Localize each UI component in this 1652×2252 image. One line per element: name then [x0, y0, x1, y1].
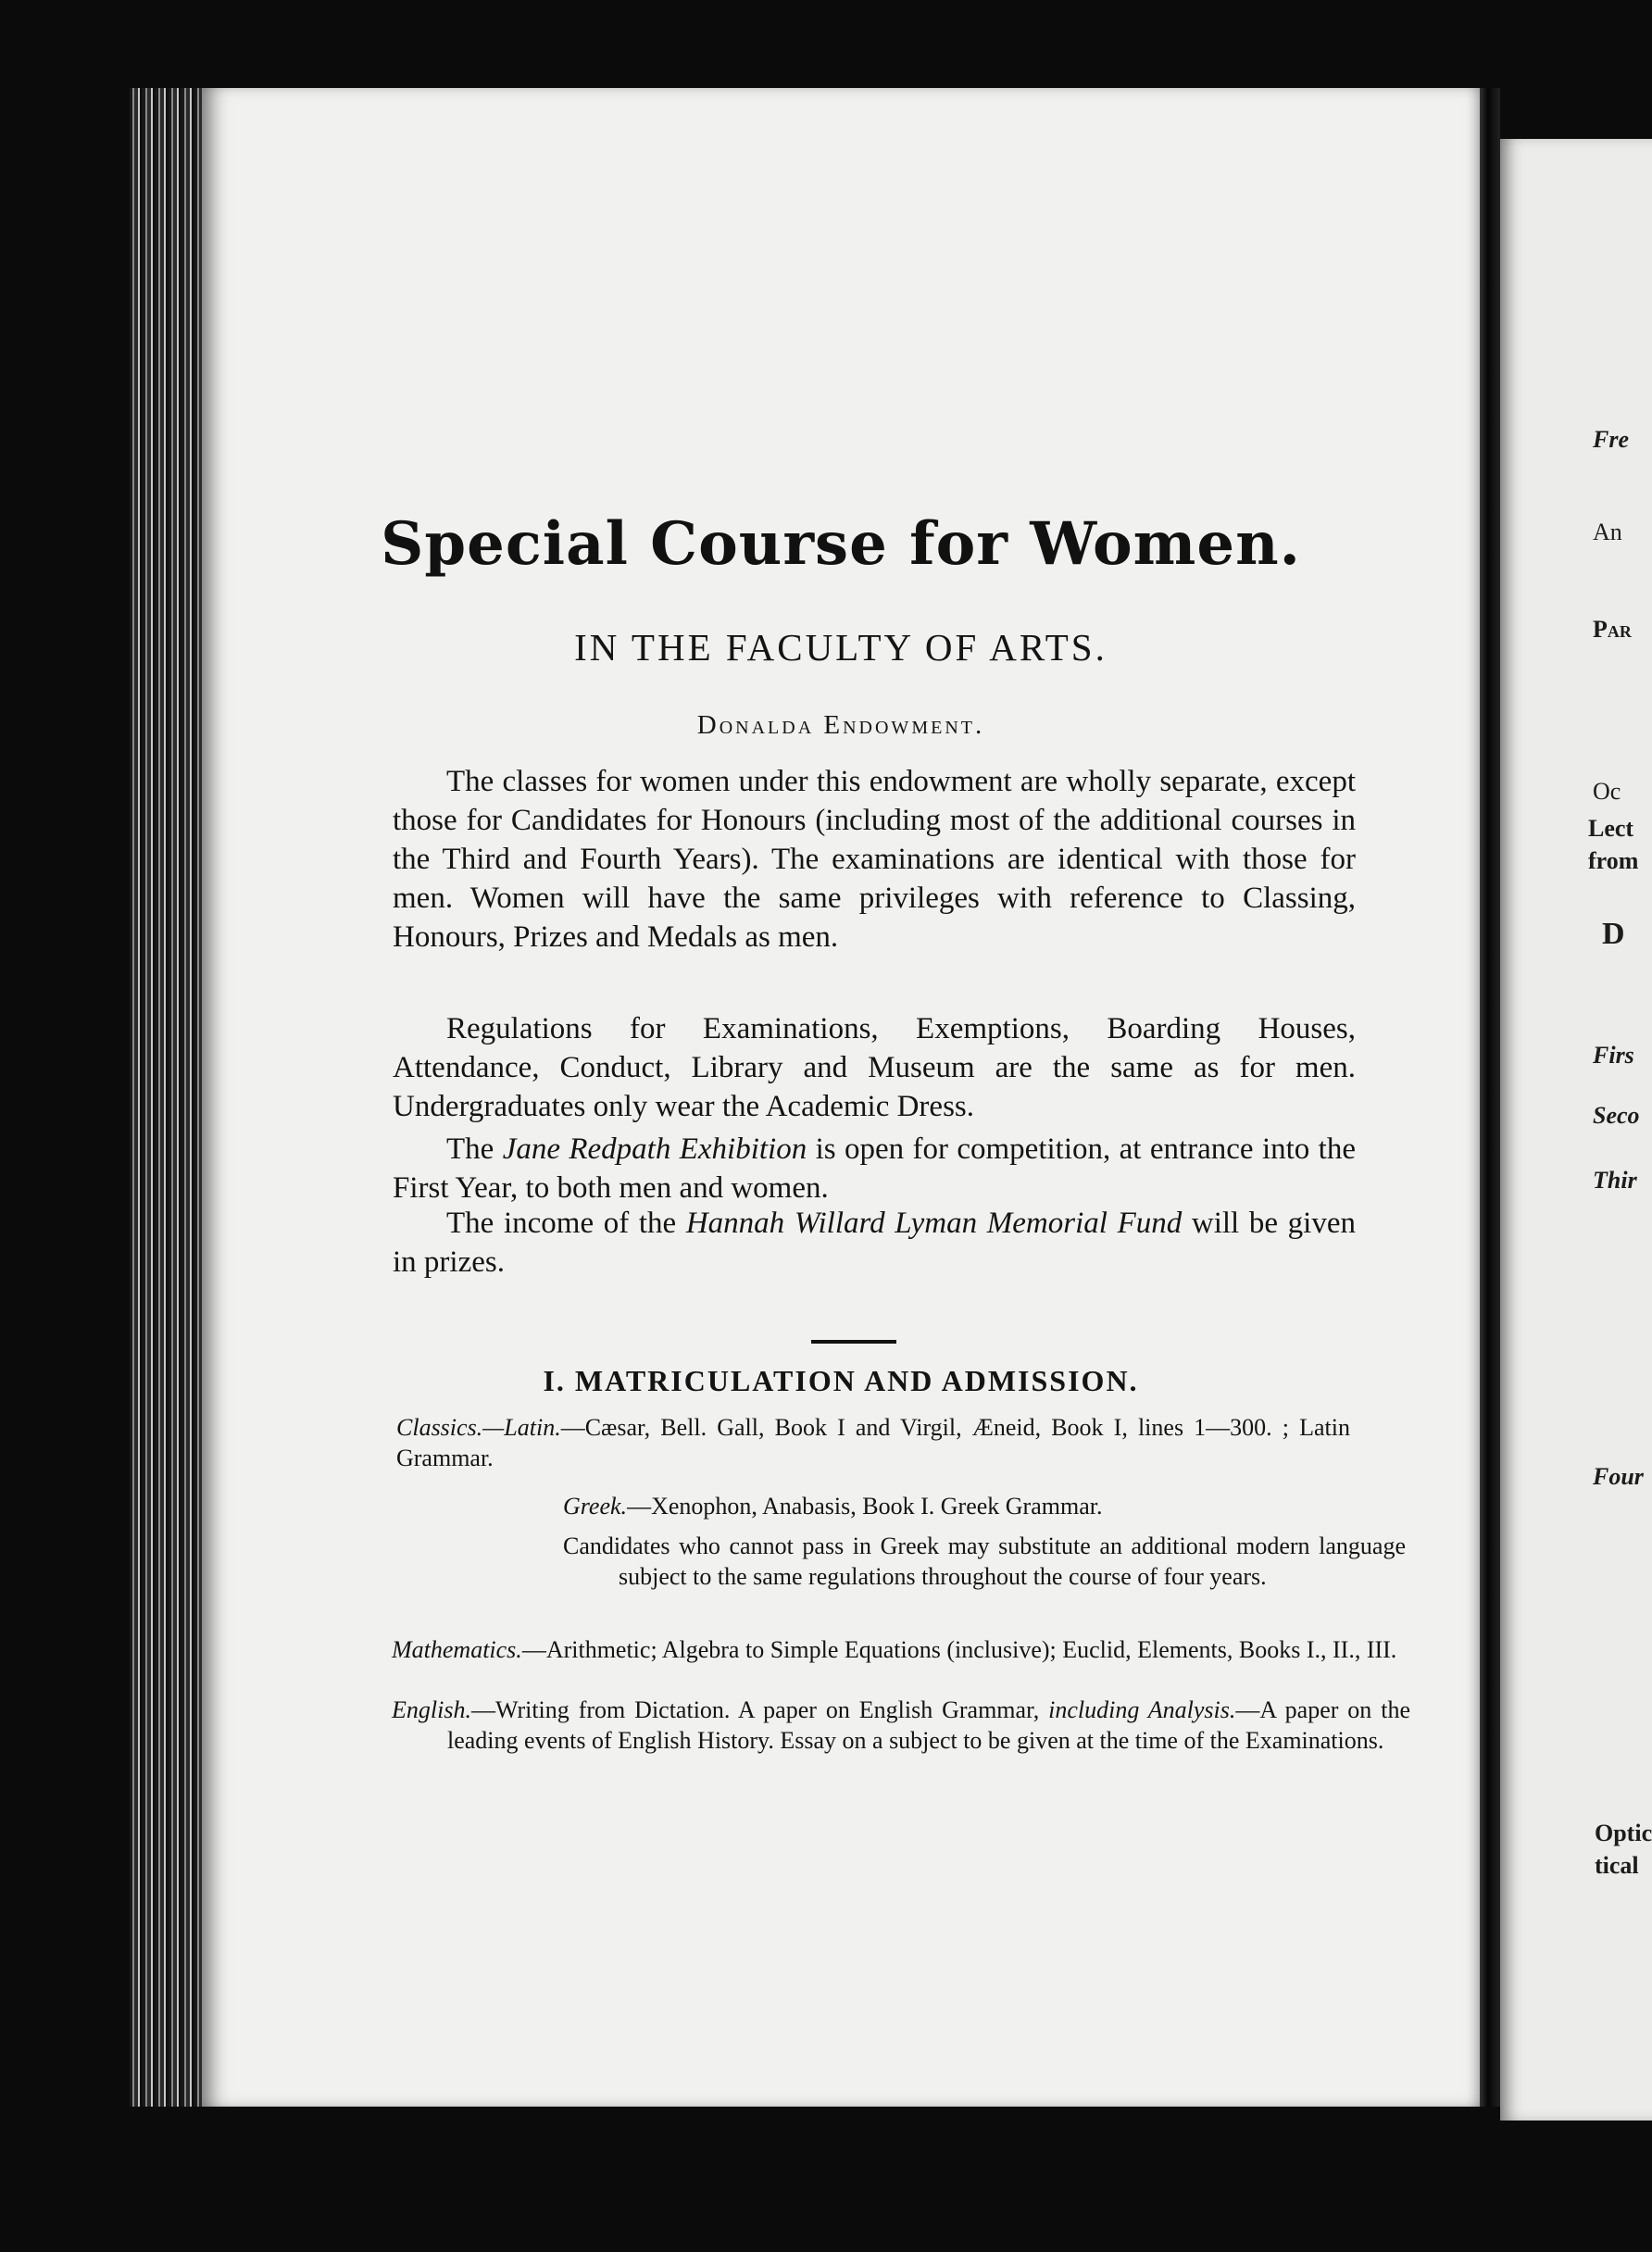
facing-fragment: from	[1588, 847, 1639, 874]
entry-english	[392, 1695, 1410, 1756]
p4-pre: The income of the	[446, 1207, 686, 1240]
english-label: English.	[392, 1696, 471, 1723]
p3-post: is open for competition, at entrance into the First Year, to both men and women.	[393, 1132, 1356, 1205]
greek-label: Greek.	[563, 1493, 628, 1520]
greek-text: —Xenophon, Anabasis, Book I. Greek Grammar.	[627, 1493, 1103, 1520]
math-label: Mathematics.	[392, 1636, 522, 1663]
section-divider	[811, 1340, 896, 1344]
math-text: —Arithmetic; Algebra to Simple Equations (inclusive); Euclid, Elements, Books I., II., III.	[521, 1636, 1397, 1663]
p3-pre: The	[446, 1132, 503, 1166]
facing-fragment: Oc	[1593, 778, 1621, 805]
entry-greek-note: Candidates who cannot pass in Greek may substitute an additional modern language subject to the same regulations throughout the course of four years.	[563, 1533, 1406, 1590]
page-gutter	[1480, 88, 1500, 2107]
facing-fragment: Four	[1593, 1463, 1644, 1490]
book-binding-edge	[130, 88, 204, 2107]
facing-page	[1500, 139, 1652, 2121]
facing-fragment: Seco	[1593, 1102, 1640, 1129]
facing-fragment: An	[1593, 519, 1622, 545]
p3-italic: Jane Redpath Exhibition	[502, 1132, 807, 1166]
document-page	[202, 88, 1480, 2107]
entry-classics-latin	[396, 1412, 1350, 1473]
endowment-subtitle: Donalda Endowment.	[696, 710, 985, 740]
facing-fragment: Firs	[1593, 1042, 1634, 1069]
page-title: Special Course for Women.	[381, 509, 1301, 579]
faculty-subtitle: IN THE FACULTY OF ARTS.	[574, 626, 1108, 669]
p4-italic: Hannah Willard Lyman Memorial Fund	[685, 1207, 1183, 1240]
paragraph-exhibition	[393, 1130, 1356, 1207]
english-italic: including Analysis.	[1048, 1696, 1236, 1723]
facing-fragment: D	[1602, 917, 1625, 951]
paragraph-memorial-fund	[393, 1204, 1356, 1282]
facing-fragment: Lect	[1588, 815, 1634, 842]
paragraph-classes: The classes for women under this endowment are wholly separate, except those for Candidates for Honours (including most of the additional courses in the Third and Fourth Years). The examinations are identical with those for men. Women will have the same privileges with reference to Classing, Honours, Prizes and Medals as men.	[393, 765, 1356, 954]
facing-fragment: tical	[1595, 1852, 1639, 1879]
facing-fragment: Par	[1593, 616, 1632, 643]
latin-text: —Cæsar, Bell. Gall, Book I and Virgil, Æneid, Book I, lines 1—300. ; Latin Grammar.	[396, 1414, 1350, 1471]
facing-fragment: Optic	[1595, 1820, 1652, 1846]
entry-mathematics	[392, 1634, 1410, 1665]
paragraph-regulations: Regulations for Examinations, Exemptions, Boarding Houses, Attendance, Conduct, Library and Museum are the same as for men. Undergraduates only wear the Academic Dress.	[393, 1012, 1356, 1123]
facing-fragment: Fre	[1593, 426, 1629, 453]
entry-greek	[563, 1491, 1350, 1521]
facing-fragment: Thir	[1593, 1167, 1637, 1194]
english-text-2: —A paper on the leading events of English History. Essay on a subject to be given at the time of the Examinations.	[447, 1696, 1410, 1754]
latin-label: Classics.—Latin.	[396, 1414, 561, 1441]
p4-post: will be given in prizes.	[393, 1207, 1356, 1279]
english-text-1: —Writing from Dictation. A paper on English Grammar,	[470, 1696, 1049, 1723]
section-heading: I. MATRICULATION AND ADMISSION.	[543, 1364, 1139, 1397]
